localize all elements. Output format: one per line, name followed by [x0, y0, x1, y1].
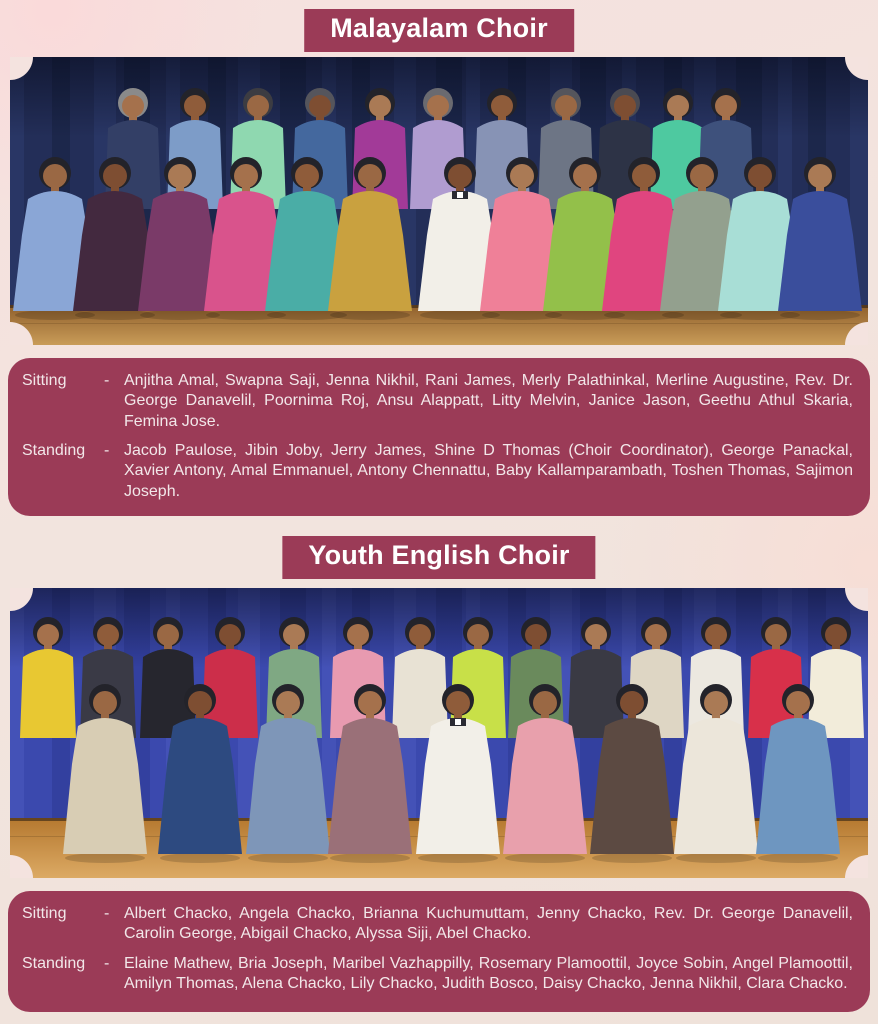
caption-row-sitting [22, 371, 853, 432]
section-title: Youth English Choir [308, 540, 570, 570]
caption-names: Jacob Paulose, Jibin Joby, Jerry James, Shine D Thomas (Choir Coordinator), George Panackal, Xavier Antony, Amal Emmanuel, Antony Chennattu, Baby Kallamparambath, Toshen Thomas, Sajimon Joseph. [124, 441, 853, 500]
caption-row-standing [22, 954, 853, 995]
caption-box-malayalam-choir [8, 358, 870, 516]
section-title: Malayalam Choir [330, 13, 548, 43]
caption-dash: - [104, 441, 110, 459]
caption-dash: - [104, 372, 110, 389]
caption-row-standing [22, 441, 853, 502]
section-title-banner-youth-english-choir [282, 536, 595, 579]
caption-names: Anjitha Amal, Swapna Saji, Jenna Nikhil, Rani James, Merly Palathinkal, Merline Augustine, Rev. Dr. George Danavelil, Poornima Roj, Ansu Alappatt, Litty Melvin, Janice Jason, Geethu Athul Skaria, Femina Jose. [124, 372, 853, 430]
group-photo-malayalam-choir [10, 57, 868, 345]
caption-label: Sitting [22, 905, 67, 922]
caption-label: Standing [22, 954, 86, 972]
caption-label: Standing [22, 441, 86, 459]
caption-names: Elaine Mathew, Bria Joseph, Maribel Vazhappilly, Rosemary Plamoottil, Joyce Sobin, Angel Plamoottil, Amilyn Thomas, Alena Chacko, Lily Chacko, Judith Bosco, Daisy Chacko, Jenna Nikhil, Clara Chacko. [124, 954, 853, 992]
caption-names: Albert Chacko, Angela Chacko, Brianna Kuchumuttam, Jenny Chacko, Rev. Dr. George Danavelil, Carolin George, Abigail Chacko, Alyssa Siji, Abel Chacko. [124, 905, 853, 943]
caption-row-sitting [22, 904, 853, 945]
caption-label: Sitting [22, 372, 67, 389]
caption-dash: - [104, 954, 110, 972]
caption-dash: - [104, 905, 110, 922]
caption-box-youth-english-choir [8, 891, 870, 1012]
section-title-banner-malayalam-choir [304, 9, 574, 52]
group-photo-youth-english-choir [10, 588, 868, 878]
